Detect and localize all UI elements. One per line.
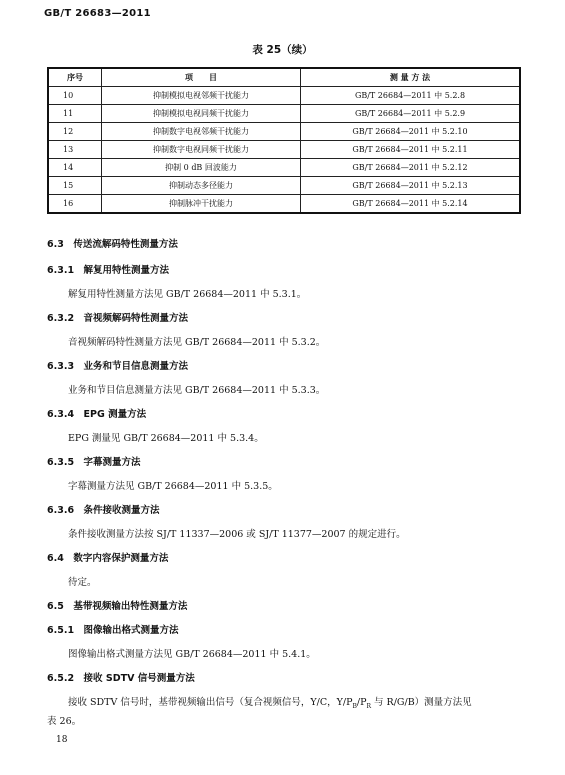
subscript-r: R <box>366 702 372 710</box>
paragraph-6-5-2-text-c: 与 R/G/B）测量方法见 <box>371 697 472 708</box>
heading-6-3-5: 6.3.5 字幕测量方法 <box>47 457 141 468</box>
column-header-number: 序号 <box>48 68 102 87</box>
row-method: GB/T 26684—2011 中 5.2.11 <box>301 141 521 159</box>
paragraph-6-5-2-text-a: 接收 SDTV 信号时，基带视频输出信号（复合视频信号，Y/C，Y/P <box>68 697 353 708</box>
paragraph-6-5-2-text-b: /P <box>356 697 367 708</box>
paragraph-6-5-2-line1 <box>68 694 472 710</box>
row-number: 10 <box>48 87 102 105</box>
row-item: 抑制动态多径能力 <box>102 177 301 195</box>
heading-6-5-2: 6.5.2 接收 SDTV 信号测量方法 <box>47 673 195 684</box>
paragraph-6-3-2: 音视频解码特性测量方法见 GB/T 26684—2011 中 5.3.2。 <box>68 337 326 348</box>
heading-6-3-3: 6.3.3 业务和节目信息测量方法 <box>47 361 189 372</box>
row-number: 12 <box>48 123 102 141</box>
row-item: 抑制模拟电视同频干扰能力 <box>102 105 301 123</box>
row-method: GB/T 26684—2011 中 5.2.9 <box>301 105 521 123</box>
measurement-table <box>47 67 521 214</box>
table-row <box>48 87 520 105</box>
heading-6-3-6: 6.3.6 条件接收测量方法 <box>47 505 160 516</box>
table-row <box>48 123 520 141</box>
row-method: GB/T 26684—2011 中 5.2.13 <box>301 177 521 195</box>
row-method: GB/T 26684—2011 中 5.2.14 <box>301 195 521 214</box>
paragraph-6-3-5: 字幕测量方法见 GB/T 26684—2011 中 5.3.5。 <box>68 481 278 492</box>
heading-6-3-4: 6.3.4 EPG 测量方法 <box>47 409 147 420</box>
column-header-item: 项 目 <box>102 68 301 87</box>
paragraph-6-3-1: 解复用特性测量方法见 GB/T 26684—2011 中 5.3.1。 <box>68 289 307 300</box>
row-item: 抑制数字电视邻频干扰能力 <box>102 123 301 141</box>
row-method: GB/T 26684—2011 中 5.2.8 <box>301 87 521 105</box>
page-number: 18 <box>56 735 68 745</box>
heading-6-4: 6.4 数字内容保护测量方法 <box>47 553 169 564</box>
row-number: 13 <box>48 141 102 159</box>
table-row <box>48 105 520 123</box>
table-caption: 表 25（续） <box>252 44 313 56</box>
paragraph-6-4: 待定。 <box>68 577 97 588</box>
table-row <box>48 177 520 195</box>
row-method: GB/T 26684—2011 中 5.2.12 <box>301 159 521 177</box>
table-row <box>48 159 520 177</box>
heading-6-3-1: 6.3.1 解复用特性测量方法 <box>47 265 170 276</box>
heading-6-3: 6.3 传送流解码特性测量方法 <box>47 239 178 250</box>
row-number: 11 <box>48 105 102 123</box>
row-method: GB/T 26684—2011 中 5.2.10 <box>301 123 521 141</box>
row-item: 抑制脉冲干扰能力 <box>102 195 301 214</box>
paragraph-6-5-2-line2: 表 26。 <box>47 716 82 727</box>
paragraph-6-3-6: 条件接收测量方法按 SJ/T 11337—2006 或 SJ/T 11377—2007 的规定进行。 <box>68 529 406 540</box>
table-header-row <box>48 68 520 87</box>
row-item: 抑制模拟电视邻频干扰能力 <box>102 87 301 105</box>
paragraph-6-5-1: 图像输出格式测量方法见 GB/T 26684—2011 中 5.4.1。 <box>68 649 316 660</box>
row-item: 抑制 0 dB 回波能力 <box>102 159 301 177</box>
row-number: 14 <box>48 159 102 177</box>
row-number: 16 <box>48 195 102 214</box>
paragraph-6-3-4: EPG 测量见 GB/T 26684—2011 中 5.3.4。 <box>68 433 264 444</box>
standard-code: GB/T 26683—2011 <box>44 8 151 19</box>
heading-6-3-2: 6.3.2 音视频解码特性测量方法 <box>47 313 189 324</box>
table-row <box>48 141 520 159</box>
column-header-method: 测 量 方 法 <box>301 68 521 87</box>
paragraph-6-3-3: 业务和节目信息测量方法见 GB/T 26684—2011 中 5.3.3。 <box>68 385 326 396</box>
table-row <box>48 195 520 214</box>
subscript-b: B <box>352 702 357 710</box>
heading-6-5-1: 6.5.1 图像输出格式测量方法 <box>47 625 179 636</box>
row-item: 抑制数字电视同频干扰能力 <box>102 141 301 159</box>
heading-6-5: 6.5 基带视频输出特性测量方法 <box>47 601 188 612</box>
row-number: 15 <box>48 177 102 195</box>
